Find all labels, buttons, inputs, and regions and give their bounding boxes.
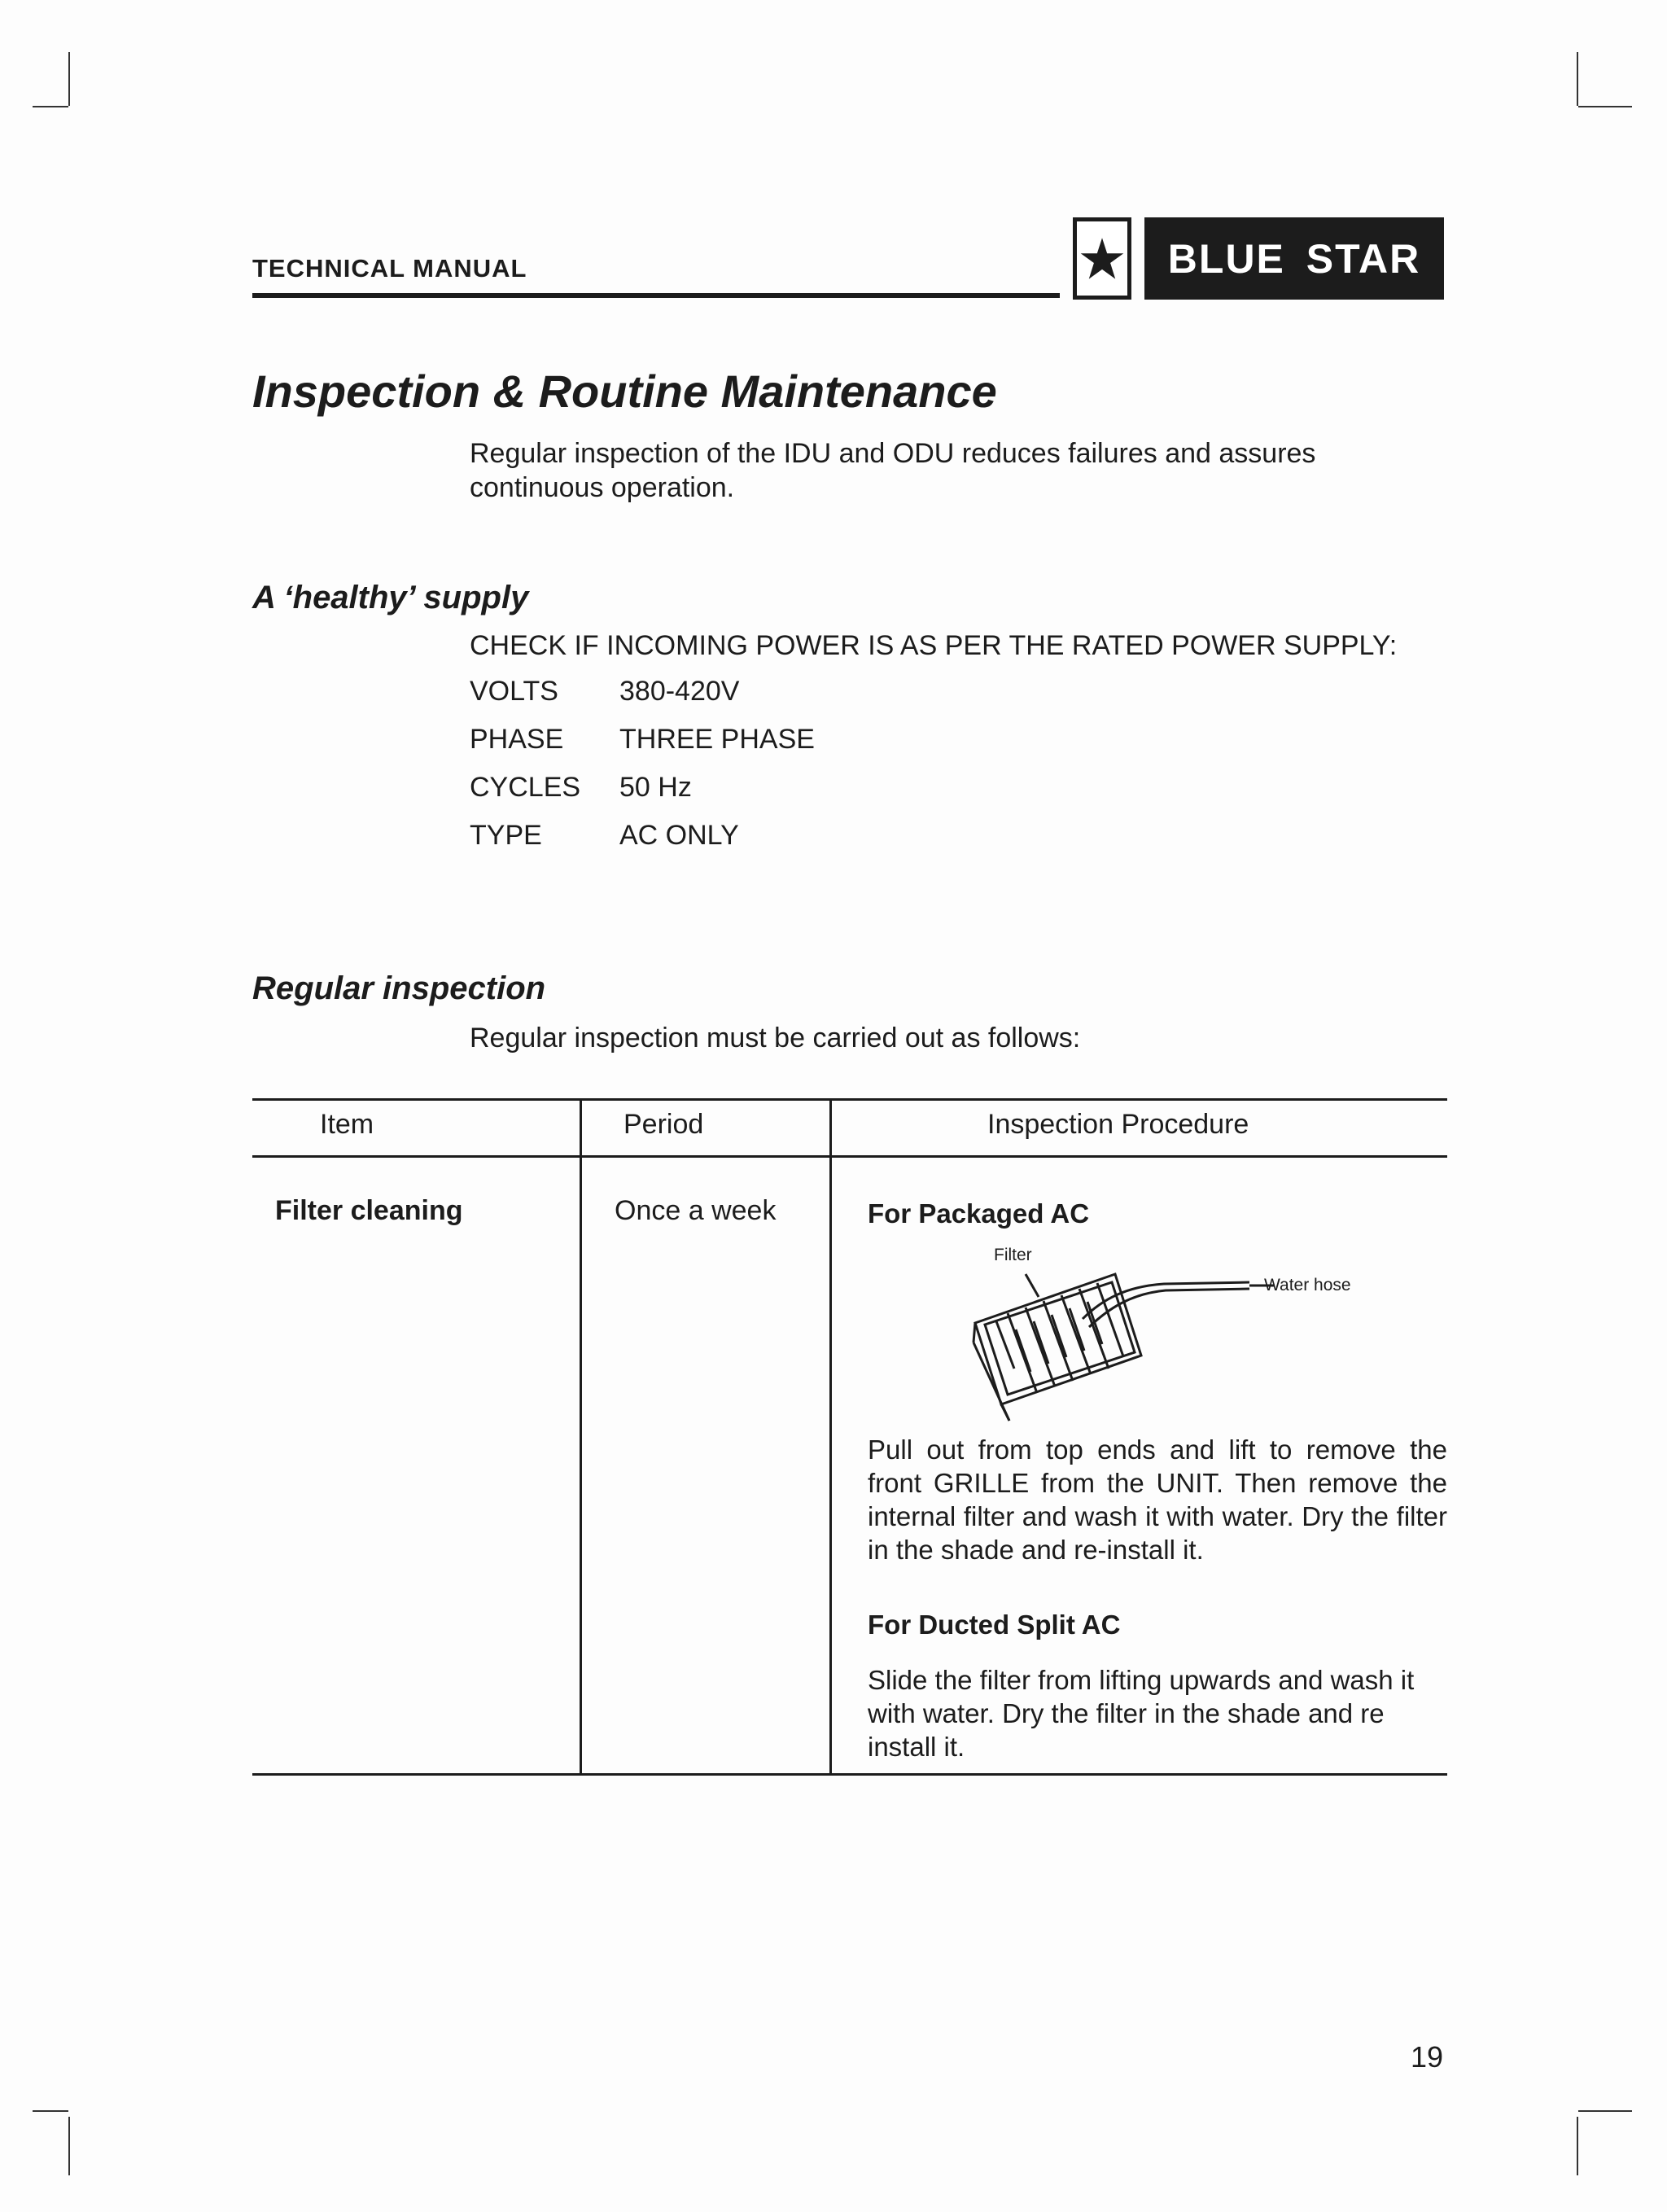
item-cell: Filter cleaning <box>275 1195 463 1226</box>
crop-mark <box>1577 2117 1578 2175</box>
intro-paragraph: Regular inspection of the IDU and ODU reduces failures and assures continuous operation. <box>470 438 1316 503</box>
packaged-ac-heading: For Packaged AC <box>868 1198 1090 1229</box>
figure-label-water-hose: Water hose <box>1264 1276 1351 1294</box>
header-title: TECHNICAL MANUAL <box>252 254 527 283</box>
column-header-item: Item <box>320 1109 374 1140</box>
figure-label-filter: Filter <box>994 1246 1032 1264</box>
inspection-intro: Regular inspection must be carried out as follows: <box>470 1023 1081 1053</box>
spec-value: 380-420V <box>619 676 740 707</box>
crop-mark <box>33 2110 68 2112</box>
crop-mark <box>68 52 70 106</box>
table-divider <box>580 1098 582 1776</box>
table-divider <box>829 1098 832 1776</box>
spec-value: AC ONLY <box>619 820 739 851</box>
logo-wordmark: BLUE STAR <box>1144 217 1444 300</box>
supply-check-text: CHECK IF INCOMING POWER IS AS PER THE RATED POWER SUPPLY: <box>470 630 1398 661</box>
table-rule <box>252 1773 1447 1776</box>
table-rule <box>252 1098 1447 1101</box>
page-number: 19 <box>1411 2040 1444 2074</box>
spec-label: TYPE <box>470 820 542 851</box>
crop-mark <box>1578 106 1632 107</box>
header-rule <box>252 293 1060 298</box>
page-title: Inspection & Routine Maintenance <box>252 366 997 417</box>
brand-logo <box>1073 217 1444 300</box>
crop-mark <box>1578 2110 1632 2112</box>
inspection-heading: Regular inspection <box>252 970 546 1006</box>
crop-mark <box>33 106 68 107</box>
ducted-ac-heading: For Ducted Split AC <box>868 1610 1121 1640</box>
period-cell: Once a week <box>615 1195 777 1226</box>
spec-value: THREE PHASE <box>619 724 815 755</box>
column-header-period: Period <box>623 1109 704 1140</box>
spec-label: PHASE <box>470 724 564 755</box>
spec-value: 50 Hz <box>619 772 692 803</box>
spec-label: VOLTS <box>470 676 558 707</box>
packaged-ac-text: Pull out from top ends and lift to remove the front GRILLE from the UNIT. Then remove the internal filter and wash it with water. Dry the filter in the shade and re-install it. <box>868 1435 1447 1565</box>
column-header-procedure: Inspection Procedure <box>987 1109 1249 1140</box>
crop-mark <box>68 2117 70 2175</box>
supply-heading: A ‘healthy’ supply <box>252 580 529 615</box>
spec-label: CYCLES <box>470 772 581 803</box>
ducted-ac-text: Slide the filter from lifting upwards and wash it with water. Dry the filter in the shade and re install it. <box>868 1665 1415 1762</box>
crop-mark <box>1577 52 1578 106</box>
star-icon <box>1073 217 1131 300</box>
table-rule <box>252 1155 1447 1158</box>
